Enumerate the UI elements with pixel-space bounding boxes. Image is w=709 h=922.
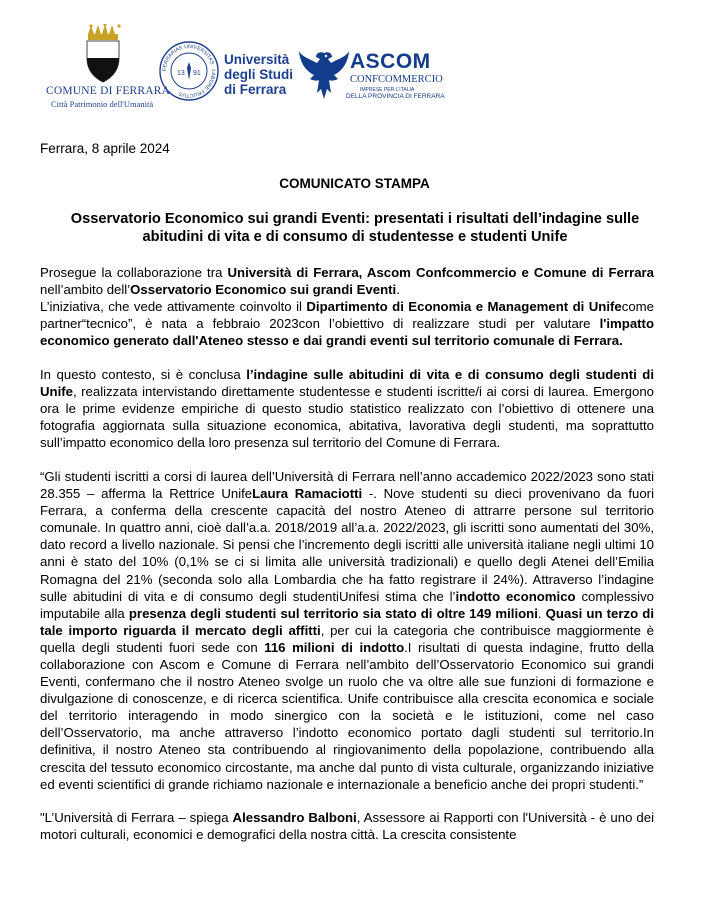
bold-text: Laura Ramaciotti xyxy=(252,486,363,502)
bold-text: l’indagine sulle abitudini di vita e di consumo degli studenti di Unife xyxy=(40,366,654,400)
svg-text:FERRARIAE UNIVERSITAS · LABORE: FERRARIAE UNIVERSITAS · LABORE FRUCTUS xyxy=(161,43,217,99)
bold-text: Alessandro Balboni xyxy=(232,810,357,826)
bold-text: presenza degli studenti sul territorio sia stato di oltre 149 milioni xyxy=(128,605,538,621)
ascom-province: DELLA PROVINCIA DI FERRARA xyxy=(346,93,445,100)
comune-di-ferrara-logo xyxy=(40,24,171,110)
text-run: In questo contesto, si è conclusa xyxy=(40,366,247,382)
comune-name: COMUNE DI FERRARA xyxy=(46,85,171,97)
logo-header xyxy=(0,0,709,112)
text-run: , per cui la categoria che contribuisce maggiormente è quella degli studenti fuori sede con xyxy=(40,622,655,655)
bold-text: Quasi un terzo di tale importo riguarda il mercato degli affitti xyxy=(40,605,654,638)
bold-text: Dipartimento di Economia e Management di Unife xyxy=(306,299,622,315)
text-run: nell’ambito dell’ xyxy=(40,282,131,298)
ascom-name: ASCOM xyxy=(350,50,431,73)
text-run: complessivo imputabile alla xyxy=(40,588,654,621)
body-paragraph xyxy=(40,264,654,349)
bold-text: l'impatto economico generato dall'Ateneo stesso e dai grandi eventi sul territorio comunale di Ferrara. xyxy=(40,316,654,349)
comune-subtitle: Città Patrimonio dell'Umanità xyxy=(51,99,154,109)
headline: Osservatorio Economico sui grandi Eventi: presentati i risultati dell’indagine sulle abitudini di vita e di consumo di studentesse e studenti Unife xyxy=(70,211,640,245)
text-run: -. Nove studenti su dieci provenivano da fuori Ferrara, a conferma della crescente capacità del nostro Ateneo di attrarre persone sul territorio comunale. In quattro anni, cioè dall’a.a. 2018/2019 all’a.a. 2022/2023, gli iscritti sono aumentati del 30%, dato record a livello nazionale. Si pensi che l’incremento degli iscritti alle università italiane negli ultimi 10 anni è stato del 10% (0,1% se ci si limita alle università tradizionali) e quello degli Atenei dell’Emilia Romagna del 21% (seconda solo alla Lombardia che ha fatto registrare il 24%). Attraverso l’indagine sulle abitudini di vita e di consumo degli studentiUnifesi stima che l’ xyxy=(40,486,654,604)
text-run: . xyxy=(396,282,400,298)
text-run: Prosegue la collaborazione tra xyxy=(40,265,228,280)
text-run: L’iniziativa, che vede attivamente coinvolto il xyxy=(40,299,307,315)
body-paragraph xyxy=(40,809,654,843)
document-title: COMUNICATO STAMPA xyxy=(279,176,430,191)
text-run: come partner“tecnico”, è nata a febbraio 2023con l’obiettivo di realizzare studi per valutare xyxy=(40,299,654,332)
press-release-body xyxy=(40,264,654,860)
ascom-tagline: IMPRESE PER L'ITALIA xyxy=(360,87,415,93)
text-run: "L’Università di Ferrara – spiega xyxy=(40,810,233,826)
text-run: , realizzata intervistando direttamente studentesse e studenti iscritte/i ai corsi di laurea. Emergono ora le prime evidenze empiriche di questo studio statistico realizzato con l’obiettivo di ottenere una fotografia aggiornata sulla situazione economica, abitativa, lavorativa degli studenti, ma soprattutto sull’impatto economico della loro presenza sul territorio del Comune di Ferrara. xyxy=(40,384,654,451)
text-run: . xyxy=(537,605,546,621)
svg-text:13: 13 xyxy=(177,70,185,77)
press-release-date: Ferrara, 8 aprile 2024 xyxy=(40,141,170,156)
svg-text:91: 91 xyxy=(193,70,201,77)
text-run: .I risultati di questa indagine, frutto della collaborazione con Ascom e Comune di Ferrara nell’ambito dell’Osservatorio Economico sui grandi Eventi, confermano che il nostro Ateneo svolge un ruolo che va oltre alle sue funzioni di formazione e divulgazione di conoscenze, e di ricerca scientifica. Unife contribuisce alla crescita economica e sociale del territorio interagendo in modo sinergico con la società e le istituzioni, come nel caso dell’Osservatorio, ma anche attraverso l’indotto economico portato dagli studenti sul territorio.In definitiva, il nostro Ateneo sta contribuendo al ringiovanimento della popolazione, contribuendo alla crescita del tessuto economico circostante, ma anche dal punto di vista culturale, organizzando iniziative ed eventi scientifici di grande richiamo nazionale e internazionale a beneficio anche dei propri studenti.” xyxy=(40,639,654,792)
eagle-icon xyxy=(298,47,350,105)
text-run: “Gli studenti iscritti a corsi di laurea dell’Università di Ferrara nell’anno accademico 2022/2023 sono stati 28.355 – afferma la Rettrice Unife xyxy=(40,468,654,502)
unife-seal-icon xyxy=(158,40,220,102)
unife-wordmark: Università degli Studi di Ferrara xyxy=(224,52,293,97)
bold-text: 116 milioni di indotto xyxy=(264,639,405,655)
ascom-confcommercio-logo xyxy=(298,47,448,107)
text-run: , Assessore ai Rapporti con l'Università - è uno dei motori culturali, economici e demografici della nostra città. La crescita consistente xyxy=(40,810,655,843)
comune-crest-icon xyxy=(40,24,152,86)
bold-text: Osservatorio Economico sui grandi Eventi xyxy=(130,282,397,298)
body-paragraph xyxy=(40,366,654,451)
body-paragraph xyxy=(40,468,654,793)
bold-text: Università di Ferrara, Ascom Confcommercio e Comune di Ferrara xyxy=(227,265,655,280)
bold-text: indotto economico xyxy=(455,588,576,604)
confcommercio-name: CONFCOMMERCIO xyxy=(350,74,443,85)
